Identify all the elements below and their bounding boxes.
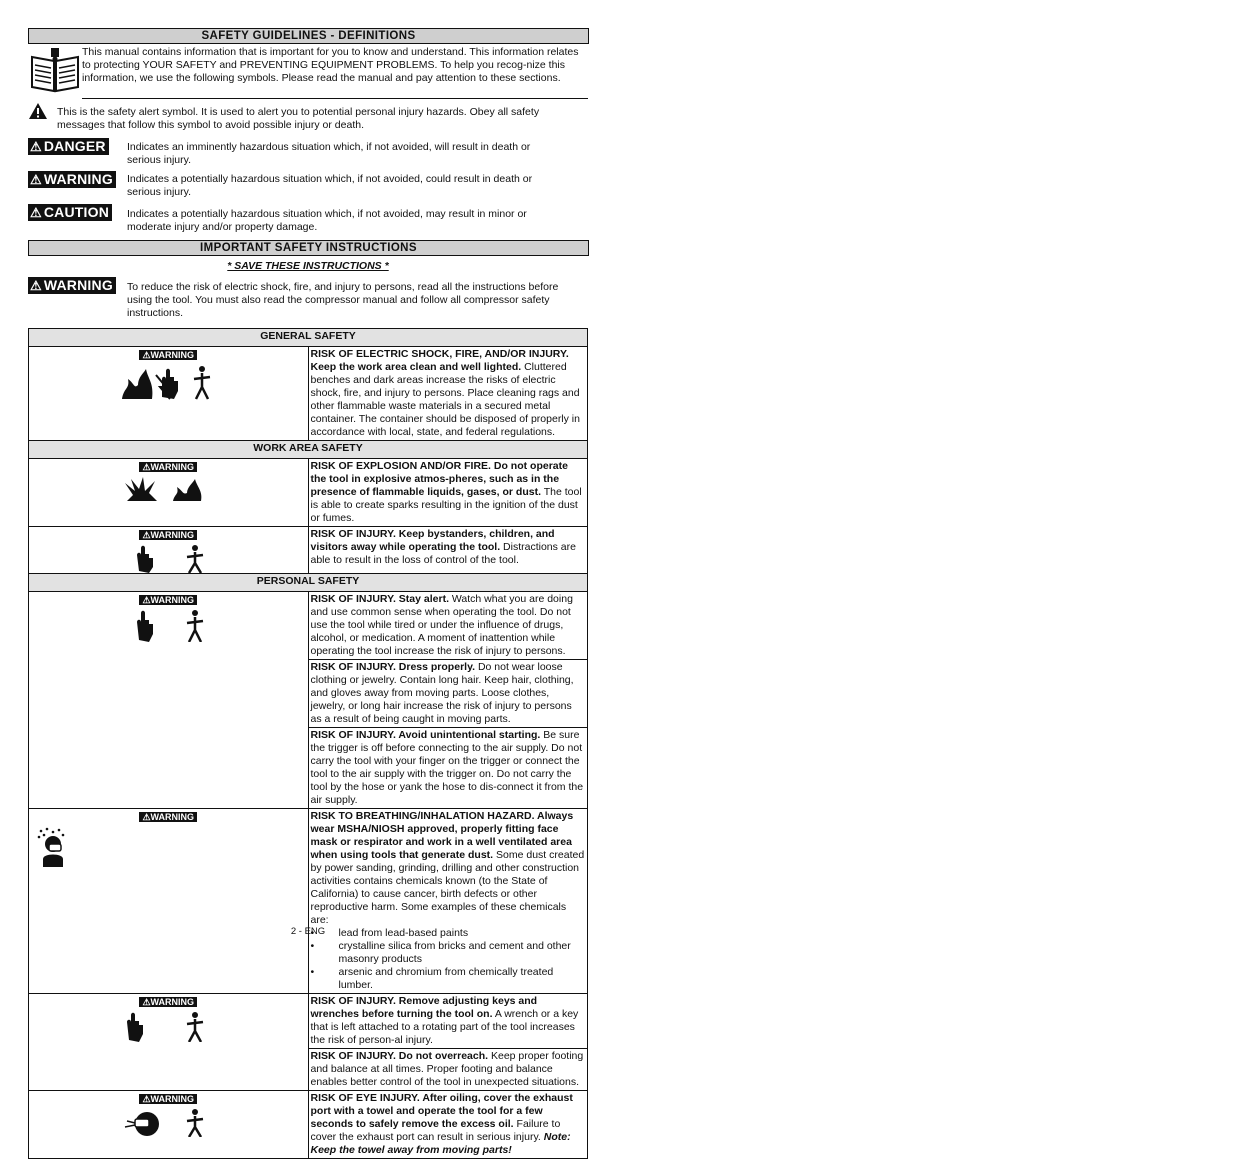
main-warning-label: WARNING [43,277,113,293]
table-row [29,592,588,660]
icon-cell [29,809,309,994]
danger-text: Indicates an imminently hazardous situation which, if not avoided, will result in death or serious injury. [127,141,531,166]
warning-badge-small: ⚠WARNING [139,350,197,360]
stop-hand-bystander-icon [123,610,213,642]
table-row [29,459,588,527]
icon-cell [29,527,309,574]
main-warning-badge [28,277,116,294]
warning-triangle-icon: ⚠ [30,139,42,154]
icon-cell [29,1091,309,1159]
icon-cell [29,660,309,728]
eye-injury-rule: RISK OF EYE INJURY. After oiling, cover the exhaust port with a towel and operate the tool for a few seconds to safely remove the excess oil. Failure to cover the exhaust port can result in serious injury. Note: Keep the towel away from moving parts! [308,1091,588,1159]
section-header-instructions: IMPORTANT SAFETY INSTRUCTIONS [28,240,589,256]
warning-text: Indicates a potentially hazardous situation which, if not avoided, could result in death or serious injury. [127,173,533,198]
icon-cell [29,994,309,1049]
warning-badge [28,171,116,188]
divider [82,98,588,99]
respirator-dust-icon [35,827,125,867]
warning-triangle-icon: ⚠ [30,205,42,220]
table-row [29,660,588,728]
table-row [29,1049,588,1091]
section-header-definitions: SAFETY GUIDELINES - DEFINITIONS [28,28,589,44]
dress-properly-rule: RISK OF INJURY. Dress properly. Do not wear loose clothing or jewelry. Contain long hair. Keep hair, clothing, and gloves away from moving parts. Loose clothes, jewelry, or long hair increase the risk of injury to persons as a result of being caught in moving parts. [308,660,588,728]
warning-badge-small: ⚠WARNING [139,812,197,822]
icon-cell [29,1049,309,1091]
general-safety-header: GENERAL SAFETY [29,329,588,347]
stop-hand-bystander-icon [123,1012,213,1042]
warning-badge-small: ⚠WARNING [139,1094,197,1104]
table-row [29,527,588,574]
save-instructions: * SAVE THESE INSTRUCTIONS * [227,260,389,272]
read-manual-icon [30,47,80,93]
list-item: • arsenic and chromium from chemically treated lumber. [311,966,586,992]
table-row [29,728,588,809]
warning-badge-small: ⚠WARNING [139,530,197,540]
icon-cell [29,592,309,660]
work-area-safety-header: WORK AREA SAFETY [29,441,588,459]
danger-label: DANGER [43,138,106,154]
safety-alert-icon [28,102,48,120]
electric-shock-rule: RISK OF ELECTRIC SHOCK, FIRE, AND/OR INJURY. Keep the work area clean and well lighted. Cluttered benches and dark areas increase the risks of electric shock, fire, and injury to persons. Place cleaning rags and other flammable waste materials in a secured metal container. The container should be disposed of properly in accordance with local, state, and federal regulations. [308,347,588,441]
caution-text: Indicates a potentially hazardous situation which, if not avoided, may result in minor or moderate injury and/or property damage. [127,208,527,233]
breathing-hazard-rule: RISK TO BREATHING/INHALATION HAZARD. Always wear MSHA/NIOSH approved, properly fitting face mask or respirator and work in a well ventilated area when using tools that generate dust. Some dust created by power sanding, grinding, drilling and other construction activities contains chemicals known (to the State of California) to cause cancer, birth defects or other reproductive harm. Some examples of these chemicals are: • lead from lead-based paints • crystalline silica from bricks and cement and other masonry products • arsenic and chromium from chemically treated lumber. [308,809,588,994]
main-warning-text: To reduce the risk of electric shock, fire, and injury to persons, read all the instructions before using the tool. You must also read the compressor manual and follow all compressor safety instructions. [127,281,559,319]
icon-cell [29,459,309,527]
icon-cell [29,347,309,441]
eye-protection-bystander-icon [123,1109,213,1137]
safety-table [28,328,588,1159]
fire-shock-bystander-icon [120,365,216,401]
caution-badge [28,204,112,221]
overreach-rule: RISK OF INJURY. Do not overreach. Keep proper footing and balance at all times. Proper footing and balance enables better control of the tool in unexpected situations. [308,1049,588,1091]
bystanders-rule: RISK OF INJURY. Keep bystanders, children, and visitors away while operating the tool. Distractions are able to result in the loss of control of the tool. [308,527,588,574]
unintentional-start-rule: RISK OF INJURY. Avoid unintentional starting. Be sure the trigger is off before connecting to the air supply. Do not carry the tool with your finger on the trigger or connect the tool to the air supply with the trigger on. Do not carry the tool by the hose or yank the hose to dis-connect it from the air supply. [308,728,588,809]
caution-label: CAUTION [43,204,110,220]
list-item: • lead from lead-based paints [311,927,586,940]
table-row [29,1091,588,1159]
intro-paragraph: This manual contains information that is important for you to know and understand. This information relates to protecting YOUR SAFETY and PREVENTING EQUIPMENT PROBLEMS. To help you recog-nize this information, we use the following symbols. Please read the manual and pay attention to these sections. [82,46,579,84]
explosion-rule: RISK OF EXPLOSION AND/OR FIRE. Do not operate the tool in explosive atmos-pheres, such as in the presence of flammable liquids, gases, or dust. The tool is able to create sparks resulting in the ignition of the dust or fumes. [308,459,588,527]
warning-badge-small: ⚠WARNING [139,462,197,472]
warning-label: WARNING [43,171,113,187]
danger-badge [28,138,109,155]
icon-cell [29,728,309,809]
table-row [29,994,588,1049]
warning-badge-small: ⚠WARNING [139,595,197,605]
warning-triangle-icon: ⚠ [30,172,42,187]
page-number: 2 - ENG [290,926,326,937]
table-row [29,347,588,441]
alert-symbol-text: This is the safety alert symbol. It is used to alert you to potential personal injury hazards. Obey all safety messages that follow this symbol to avoid possible injury or death. [57,106,540,131]
explosion-fire-icon [123,477,213,503]
list-item: • crystalline silica from bricks and cement and other masonry products [311,940,586,966]
warning-triangle-icon: ⚠ [30,278,42,293]
stop-hand-bystander-icon [123,545,213,573]
personal-safety-header: PERSONAL SAFETY [29,574,588,592]
remove-keys-rule: RISK OF INJURY. Remove adjusting keys and wrenches before turning the tool on. A wrench or a key that is left attached to a rotating part of the tool increases the risk of person-al injury. [308,994,588,1049]
table-row [29,809,588,994]
warning-badge-small: ⚠WARNING [139,997,197,1007]
stay-alert-rule: RISK OF INJURY. Stay alert. Watch what you are doing and use common sense when operating the tool. Do not use the tool while tired or under the influence of drugs, alcohol, or medication. A moment of inattention while operating the tool increase the risk of injury to persons. [308,592,588,660]
